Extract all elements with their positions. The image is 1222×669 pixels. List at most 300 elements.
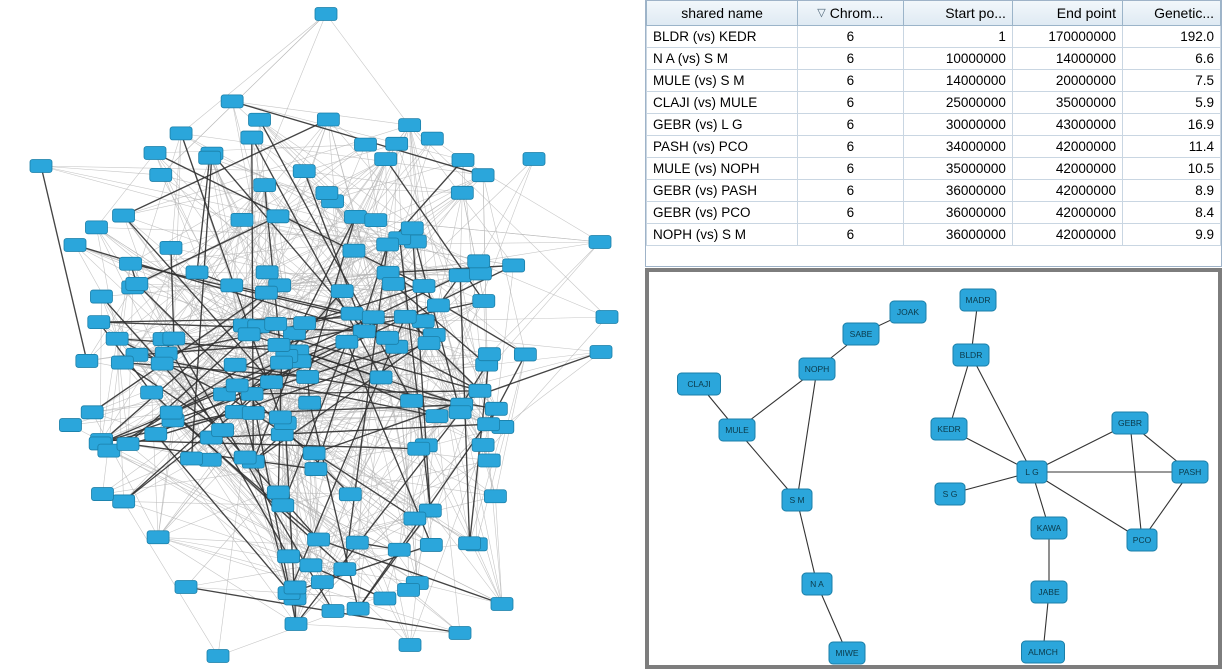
node-shape[interactable]	[91, 488, 113, 501]
network-node[interactable]	[401, 222, 423, 235]
node-shape[interactable]	[181, 452, 203, 465]
node-shape[interactable]	[426, 410, 448, 423]
node-shape[interactable]	[85, 221, 107, 234]
network-node[interactable]	[316, 187, 338, 200]
network-node[interactable]	[299, 396, 321, 409]
network-node[interactable]	[449, 627, 471, 640]
node-shape[interactable]	[231, 213, 253, 226]
node-shape[interactable]	[343, 244, 365, 257]
network-node[interactable]	[473, 294, 495, 307]
network-node[interactable]	[347, 602, 369, 615]
node-shape[interactable]	[160, 406, 182, 419]
network-node[interactable]	[344, 210, 366, 223]
node-shape[interactable]	[404, 512, 426, 525]
network-node[interactable]	[308, 533, 330, 546]
subnetwork-node[interactable]	[799, 358, 835, 380]
subnetwork-node[interactable]	[802, 573, 832, 595]
network-node[interactable]	[106, 332, 128, 345]
network-node[interactable]	[421, 132, 443, 145]
network-node[interactable]	[170, 127, 192, 140]
node-shape[interactable]	[285, 618, 307, 631]
node-shape[interactable]	[459, 537, 481, 550]
network-node[interactable]	[418, 337, 440, 350]
network-node[interactable]	[294, 317, 316, 330]
node-shape[interactable]	[472, 438, 494, 451]
network-node[interactable]	[523, 153, 545, 166]
network-node[interactable]	[255, 286, 277, 299]
node-shape[interactable]	[224, 358, 246, 371]
node-shape[interactable]	[589, 236, 611, 249]
node-shape[interactable]	[386, 137, 408, 150]
node-shape[interactable]	[472, 169, 494, 182]
node-shape[interactable]	[268, 338, 290, 351]
edge-table[interactable]	[646, 1, 1221, 246]
network-node[interactable]	[346, 536, 368, 549]
network-node[interactable]	[242, 406, 264, 419]
network-node[interactable]	[399, 119, 421, 132]
network-edge[interactable]	[410, 125, 607, 317]
subnetwork-node[interactable]	[1031, 517, 1067, 539]
subnetwork-node[interactable]	[1127, 529, 1157, 551]
network-node[interactable]	[468, 255, 490, 268]
subnetwork-edge[interactable]	[971, 355, 1032, 472]
node-shape[interactable]	[485, 402, 507, 415]
node-shape[interactable]	[272, 499, 294, 512]
node-shape[interactable]	[267, 210, 289, 223]
node-shape[interactable]	[311, 576, 333, 589]
node-shape[interactable]	[120, 257, 142, 270]
node-shape[interactable]	[170, 127, 192, 140]
network-node[interactable]	[503, 259, 525, 272]
column-header-genetic[interactable]	[1122, 1, 1220, 26]
node-shape[interactable]	[596, 311, 618, 324]
network-node[interactable]	[186, 266, 208, 279]
network-node[interactable]	[491, 598, 513, 611]
table-row[interactable]	[647, 114, 1221, 136]
network-edge[interactable]	[423, 317, 607, 321]
network-node[interactable]	[267, 486, 289, 499]
subnetwork-node[interactable]	[829, 642, 865, 664]
node-shape[interactable]	[300, 559, 322, 572]
node-shape[interactable]	[344, 210, 366, 223]
network-edge[interactable]	[41, 166, 87, 361]
node-shape[interactable]	[394, 310, 416, 323]
network-node[interactable]	[91, 488, 113, 501]
node-shape[interactable]	[334, 563, 356, 576]
node-shape[interactable]	[365, 214, 387, 227]
network-node[interactable]	[120, 257, 142, 270]
network-edge[interactable]	[102, 445, 426, 494]
node-shape[interactable]	[269, 411, 291, 424]
network-node[interactable]	[224, 358, 246, 371]
table-row[interactable]	[647, 48, 1221, 70]
node-shape[interactable]	[271, 356, 293, 369]
network-node[interactable]	[413, 279, 435, 292]
network-node[interactable]	[388, 543, 410, 556]
network-node[interactable]	[271, 356, 293, 369]
network-node[interactable]	[221, 279, 243, 292]
node-shape[interactable]	[452, 154, 474, 167]
subnetwork-canvas[interactable]	[645, 268, 1222, 669]
node-shape[interactable]	[151, 357, 173, 370]
network-node[interactable]	[90, 290, 112, 303]
node-shape[interactable]	[294, 317, 316, 330]
network-node[interactable]	[334, 563, 356, 576]
network-node[interactable]	[478, 348, 500, 361]
network-node[interactable]	[399, 639, 421, 652]
subnetwork-node[interactable]	[782, 489, 812, 511]
node-shape[interactable]	[106, 332, 128, 345]
node-shape[interactable]	[451, 186, 473, 199]
node-shape[interactable]	[421, 132, 443, 145]
network-node[interactable]	[590, 346, 612, 359]
node-shape[interactable]	[117, 437, 139, 450]
network-node[interactable]	[377, 238, 399, 251]
network-node[interactable]	[382, 277, 404, 290]
network-edge[interactable]	[417, 583, 502, 604]
table-row[interactable]	[647, 136, 1221, 158]
network-node[interactable]	[160, 406, 182, 419]
node-shape[interactable]	[370, 371, 392, 384]
network-node[interactable]	[163, 332, 185, 345]
node-shape[interactable]	[449, 406, 471, 419]
subnetwork-node[interactable]	[843, 323, 879, 345]
node-shape[interactable]	[514, 348, 536, 361]
node-shape[interactable]	[341, 307, 363, 320]
node-shape[interactable]	[375, 153, 397, 166]
node-shape[interactable]	[238, 328, 260, 341]
network-node[interactable]	[141, 386, 163, 399]
network-node[interactable]	[311, 576, 333, 589]
network-node[interactable]	[404, 512, 426, 525]
network-node[interactable]	[386, 137, 408, 150]
node-shape[interactable]	[469, 267, 491, 280]
node-shape[interactable]	[449, 627, 471, 640]
network-node[interactable]	[207, 650, 229, 663]
table-row[interactable]	[647, 224, 1221, 246]
subnetwork-node[interactable]	[890, 301, 926, 323]
network-node[interactable]	[150, 168, 172, 181]
network-node[interactable]	[394, 310, 416, 323]
node-shape[interactable]	[315, 8, 337, 21]
node-shape[interactable]	[401, 222, 423, 235]
node-shape[interactable]	[199, 151, 221, 164]
network-node[interactable]	[449, 269, 471, 282]
network-node[interactable]	[426, 410, 448, 423]
network-edge[interactable]	[460, 160, 463, 275]
network-node[interactable]	[354, 138, 376, 151]
node-shape[interactable]	[186, 266, 208, 279]
table-body[interactable]	[647, 26, 1221, 246]
network-node[interactable]	[234, 451, 256, 464]
node-shape[interactable]	[284, 581, 306, 594]
node-shape[interactable]	[388, 543, 410, 556]
subnetwork-svg[interactable]	[649, 272, 1218, 665]
network-node[interactable]	[81, 406, 103, 419]
table-row[interactable]	[647, 202, 1221, 224]
subnetwork-node[interactable]	[953, 344, 989, 366]
network-edge[interactable]	[503, 352, 601, 427]
node-shape[interactable]	[377, 238, 399, 251]
node-shape[interactable]	[473, 294, 495, 307]
network-node[interactable]	[272, 499, 294, 512]
network-node[interactable]	[336, 335, 358, 348]
network-edge[interactable]	[437, 416, 460, 633]
network-node[interactable]	[241, 131, 263, 144]
node-shape[interactable]	[141, 386, 163, 399]
subnetwork-node[interactable]	[935, 483, 965, 505]
network-node[interactable]	[297, 370, 319, 383]
network-node[interactable]	[341, 307, 363, 320]
node-shape[interactable]	[478, 418, 500, 431]
subnetwork-node[interactable]	[1031, 581, 1067, 603]
node-shape[interactable]	[336, 335, 358, 348]
node-shape[interactable]	[418, 337, 440, 350]
node-shape[interactable]	[362, 311, 384, 324]
network-node[interactable]	[254, 179, 276, 192]
network-edge[interactable]	[429, 343, 502, 604]
network-node[interactable]	[30, 160, 52, 173]
column-header-shared-name[interactable]	[647, 1, 798, 26]
network-node[interactable]	[376, 331, 398, 344]
node-shape[interactable]	[401, 394, 423, 407]
node-shape[interactable]	[317, 113, 339, 126]
network-node[interactable]	[260, 376, 282, 389]
node-shape[interactable]	[111, 356, 133, 369]
network-node[interactable]	[249, 113, 271, 126]
node-shape[interactable]	[478, 454, 500, 467]
node-shape[interactable]	[308, 533, 330, 546]
node-shape[interactable]	[64, 239, 86, 252]
network-node[interactable]	[284, 581, 306, 594]
table-row[interactable]	[647, 92, 1221, 114]
network-node[interactable]	[117, 437, 139, 450]
column-header-start-point[interactable]	[903, 1, 1012, 26]
network-node[interactable]	[269, 411, 291, 424]
network-node[interactable]	[238, 328, 260, 341]
network-node[interactable]	[374, 592, 396, 605]
node-shape[interactable]	[212, 424, 234, 437]
edge-attribute-table[interactable]	[645, 0, 1222, 267]
network-edge[interactable]	[75, 245, 364, 331]
network-node[interactable]	[452, 154, 474, 167]
node-shape[interactable]	[427, 299, 449, 312]
network-node[interactable]	[485, 402, 507, 415]
node-shape[interactable]	[523, 153, 545, 166]
network-node[interactable]	[589, 236, 611, 249]
node-shape[interactable]	[408, 442, 430, 455]
network-node[interactable]	[76, 354, 98, 367]
node-shape[interactable]	[293, 165, 315, 178]
network-node[interactable]	[449, 406, 471, 419]
node-shape[interactable]	[420, 538, 442, 551]
network-edge[interactable]	[124, 501, 218, 656]
network-node[interactable]	[111, 356, 133, 369]
node-shape[interactable]	[316, 187, 338, 200]
network-node[interactable]	[472, 438, 494, 451]
network-node[interactable]	[469, 267, 491, 280]
node-shape[interactable]	[113, 495, 135, 508]
node-shape[interactable]	[399, 639, 421, 652]
node-shape[interactable]	[260, 376, 282, 389]
network-node[interactable]	[256, 266, 278, 279]
table-row[interactable]	[647, 26, 1221, 48]
subnetwork-node[interactable]	[1022, 641, 1065, 663]
network-node[interactable]	[160, 241, 182, 254]
node-shape[interactable]	[322, 605, 344, 618]
network-node[interactable]	[144, 147, 166, 160]
subnetwork-edge[interactable]	[797, 500, 817, 584]
node-shape[interactable]	[491, 598, 513, 611]
network-node[interactable]	[278, 550, 300, 563]
network-node[interactable]	[362, 311, 384, 324]
network-node[interactable]	[293, 165, 315, 178]
node-shape[interactable]	[265, 317, 287, 330]
network-node[interactable]	[459, 537, 481, 550]
network-node[interactable]	[113, 209, 135, 222]
node-shape[interactable]	[150, 168, 172, 181]
subnetwork-node[interactable]	[1112, 412, 1148, 434]
node-shape[interactable]	[503, 259, 525, 272]
subnetwork-node[interactable]	[678, 373, 721, 395]
node-shape[interactable]	[305, 463, 327, 476]
node-shape[interactable]	[175, 581, 197, 594]
node-shape[interactable]	[331, 285, 353, 298]
network-node[interactable]	[267, 210, 289, 223]
node-shape[interactable]	[254, 179, 276, 192]
network-node[interactable]	[427, 299, 449, 312]
network-node[interactable]	[181, 452, 203, 465]
node-shape[interactable]	[88, 316, 110, 329]
node-shape[interactable]	[160, 241, 182, 254]
node-shape[interactable]	[299, 396, 321, 409]
network-node[interactable]	[375, 153, 397, 166]
node-shape[interactable]	[346, 536, 368, 549]
network-node[interactable]	[265, 317, 287, 330]
network-node[interactable]	[285, 618, 307, 631]
node-shape[interactable]	[374, 592, 396, 605]
node-shape[interactable]	[147, 531, 169, 544]
network-node[interactable]	[59, 419, 81, 432]
column-header-end-point[interactable]	[1012, 1, 1122, 26]
node-shape[interactable]	[347, 602, 369, 615]
network-node[interactable]	[268, 338, 290, 351]
network-node[interactable]	[151, 357, 173, 370]
network-node[interactable]	[478, 418, 500, 431]
network-node[interactable]	[408, 442, 430, 455]
node-shape[interactable]	[413, 279, 435, 292]
node-shape[interactable]	[255, 286, 277, 299]
node-shape[interactable]	[241, 131, 263, 144]
node-shape[interactable]	[234, 451, 256, 464]
node-shape[interactable]	[207, 650, 229, 663]
network-node[interactable]	[472, 169, 494, 182]
node-shape[interactable]	[30, 160, 52, 173]
node-shape[interactable]	[126, 277, 148, 290]
node-shape[interactable]	[399, 119, 421, 132]
subnetwork-node[interactable]	[931, 418, 967, 440]
node-shape[interactable]	[90, 290, 112, 303]
node-shape[interactable]	[98, 444, 120, 457]
network-node[interactable]	[113, 495, 135, 508]
node-shape[interactable]	[256, 266, 278, 279]
network-node[interactable]	[331, 285, 353, 298]
network-node[interactable]	[343, 244, 365, 257]
network-node[interactable]	[398, 583, 420, 596]
network-node[interactable]	[317, 113, 339, 126]
network-edge[interactable]	[438, 305, 483, 445]
node-shape[interactable]	[354, 138, 376, 151]
node-shape[interactable]	[478, 348, 500, 361]
node-shape[interactable]	[163, 332, 185, 345]
node-shape[interactable]	[249, 113, 271, 126]
column-header-chromosome[interactable]	[798, 1, 903, 26]
filter-icon[interactable]: ▽	[817, 6, 826, 19]
network-node[interactable]	[484, 490, 506, 503]
network-node[interactable]	[420, 538, 442, 551]
network-node[interactable]	[365, 214, 387, 227]
node-shape[interactable]	[59, 419, 81, 432]
subnetwork-node[interactable]	[1172, 461, 1208, 483]
network-node[interactable]	[469, 384, 491, 397]
subnetwork-node[interactable]	[960, 289, 996, 311]
subnetwork-edge[interactable]	[797, 369, 817, 500]
network-node[interactable]	[339, 488, 361, 501]
table-row[interactable]	[647, 158, 1221, 180]
network-node[interactable]	[322, 605, 344, 618]
node-shape[interactable]	[278, 550, 300, 563]
node-shape[interactable]	[590, 346, 612, 359]
network-node[interactable]	[145, 428, 167, 441]
network-edge[interactable]	[102, 339, 118, 440]
subnetwork-node[interactable]	[1017, 461, 1047, 483]
network-node[interactable]	[315, 8, 337, 21]
network-node[interactable]	[64, 239, 86, 252]
node-shape[interactable]	[76, 354, 98, 367]
node-shape[interactable]	[81, 406, 103, 419]
table-row[interactable]	[647, 70, 1221, 92]
node-shape[interactable]	[469, 384, 491, 397]
network-node[interactable]	[126, 277, 148, 290]
network-node[interactable]	[451, 186, 473, 199]
network-node[interactable]	[514, 348, 536, 361]
network-node[interactable]	[221, 95, 243, 108]
node-shape[interactable]	[221, 95, 243, 108]
node-shape[interactable]	[303, 447, 325, 460]
node-shape[interactable]	[297, 370, 319, 383]
node-shape[interactable]	[221, 279, 243, 292]
network-edge[interactable]	[412, 352, 601, 401]
network-edge[interactable]	[161, 14, 326, 175]
node-shape[interactable]	[382, 277, 404, 290]
network-node[interactable]	[596, 311, 618, 324]
node-shape[interactable]	[113, 209, 135, 222]
network-node[interactable]	[305, 463, 327, 476]
network-node[interactable]	[212, 424, 234, 437]
subnetwork-node[interactable]	[719, 419, 755, 441]
network-node[interactable]	[85, 221, 107, 234]
network-node[interactable]	[370, 371, 392, 384]
network-node[interactable]	[199, 151, 221, 164]
network-node[interactable]	[478, 454, 500, 467]
node-shape[interactable]	[226, 379, 248, 392]
network-node[interactable]	[147, 531, 169, 544]
node-shape[interactable]	[242, 406, 264, 419]
node-shape[interactable]	[144, 147, 166, 160]
network-node[interactable]	[98, 444, 120, 457]
node-shape[interactable]	[484, 490, 506, 503]
node-shape[interactable]	[145, 428, 167, 441]
